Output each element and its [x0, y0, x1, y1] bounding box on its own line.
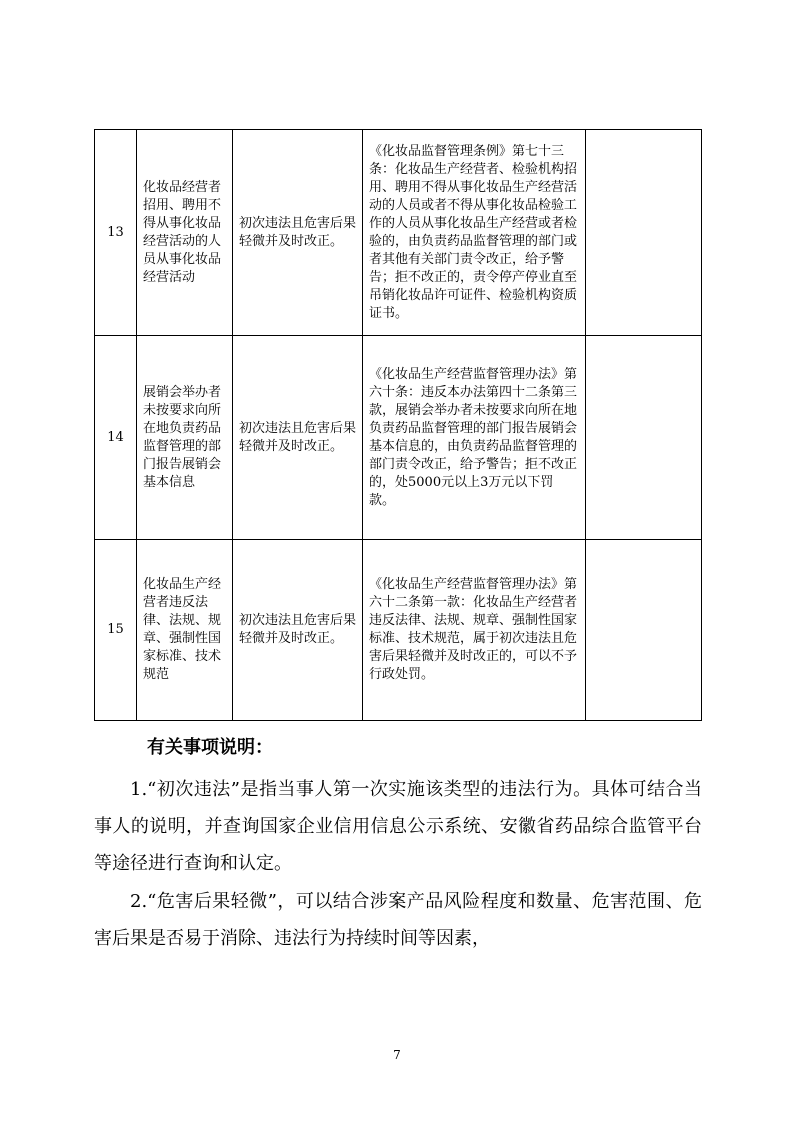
- violation-description: 化妆品经营者招用、聘用不得从事化妆品经营活动的人员从事化妆品经营活动: [137, 130, 233, 336]
- table-row: [95, 540, 702, 721]
- exemption-condition: 初次违法且危害后果轻微并及时改正。: [233, 130, 363, 336]
- violation-description: 展销会举办者未按要求向所在地负责药品监督管理的部门报告展销会基本信息: [137, 336, 233, 540]
- legal-basis: 《化妆品生产经营监督管理办法》第六十二条第一款：化妆品生产经营者违反法律、法规、规章、强制性国家标准、技术规范，属于初次违法且危害后果轻微并及时改正的，可以不予行政处罚。: [363, 540, 586, 721]
- legal-basis: 《化妆品生产经营监督管理办法》第六十条：违反本办法第四十二条第三款，展销会举办者未按要求向所在地负责药品监督管理的部门报告展销会基本信息的，由负责药品监督管理的部门责令改正，给予警告；拒不改正的，处5000元以上3万元以下罚款。: [363, 336, 586, 540]
- row-number: 14: [95, 336, 137, 540]
- note-paragraph-2: 2.“危害后果轻微”，可以结合涉案产品风险程度和数量、危害范围、危害后果是否易于消除、违法行为持续时间等因素，: [94, 891, 702, 949]
- page-number: 7: [393, 1048, 401, 1062]
- table-row: [95, 336, 702, 540]
- legal-basis: 《化妆品监督管理条例》第七十三条：化妆品生产经营者、检验机构招用、聘用不得从事化妆品生产经营活动的人员或者不得从事化妆品检验工作的人员从事化妆品生产经营或者检验的，由负责药品监督管理的部门或者其他有关部门责令改正，给予警告；拒不改正的，责令停产停业直至吊销化妆品许可证件、检验机构资质证书。: [363, 130, 586, 336]
- blank-cell: [586, 336, 702, 540]
- exemption-condition: 初次违法且危害后果轻微并及时改正。: [233, 540, 363, 721]
- penalty-exemption-table: [94, 129, 702, 721]
- exemption-condition: 初次违法且危害后果轻微并及时改正。: [233, 336, 363, 540]
- row-number: 13: [95, 130, 137, 336]
- table-row: [95, 130, 702, 336]
- violation-description: 化妆品生产经营者违反法律、法规、规章、强制性国家标准、技术规范: [137, 540, 233, 721]
- row-number: 15: [95, 540, 137, 721]
- note-paragraph-1: 1.“初次违法”是指当事人第一次实施该类型的违法行为。具体可结合当事人的说明，并查询国家企业信用信息公示系统、安徽省药品综合监管平台等途径进行查询和认定。: [94, 779, 702, 874]
- blank-cell: [586, 540, 702, 721]
- notes-heading: 有关事项说明：: [147, 737, 273, 758]
- blank-cell: [586, 130, 702, 336]
